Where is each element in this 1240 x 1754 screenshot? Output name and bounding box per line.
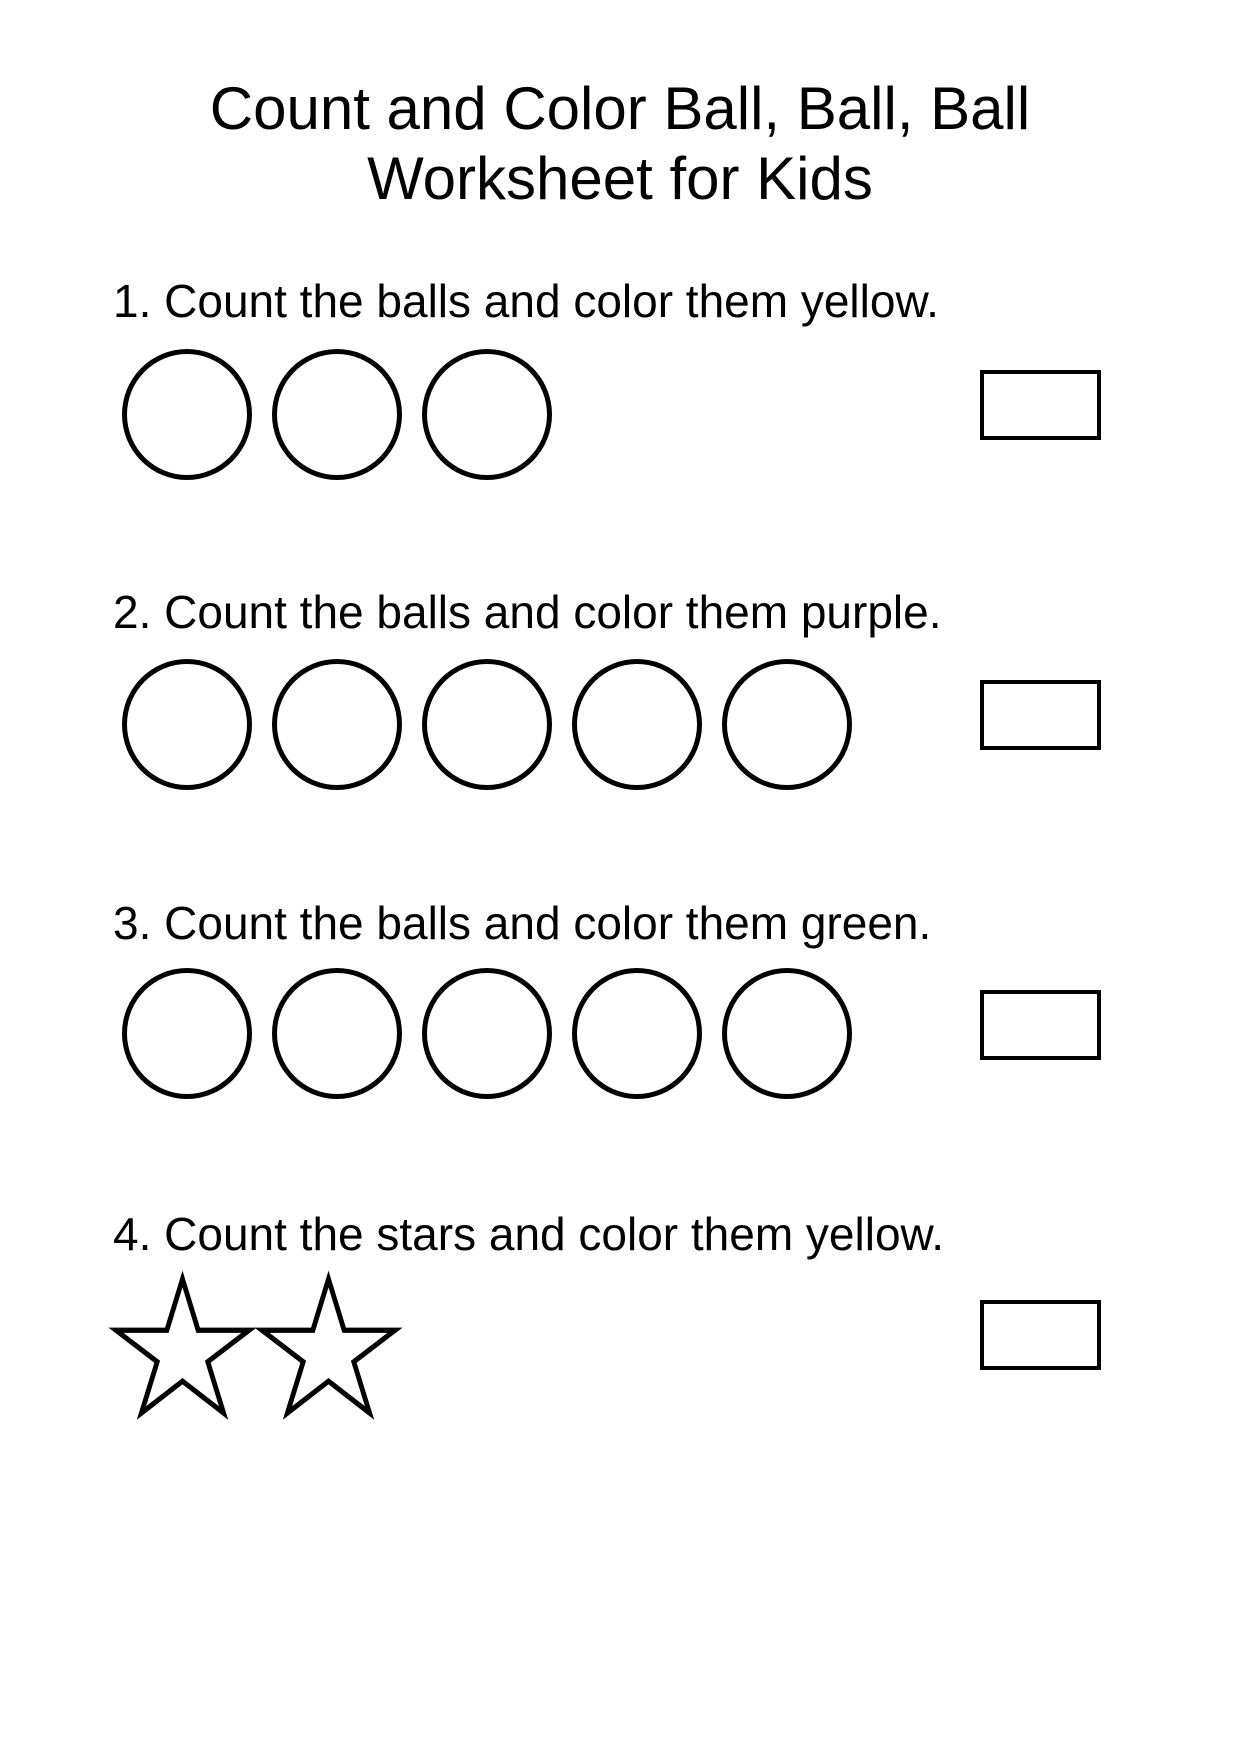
section-4-shape-row bbox=[116, 1279, 395, 1413]
section-2-instruction: 2. Count the balls and color them purple. bbox=[113, 586, 942, 638]
title-line-1: Count and Color Ball, Ball, Ball bbox=[209, 75, 1031, 142]
ball-shape[interactable] bbox=[122, 659, 252, 790]
ball-shape[interactable] bbox=[272, 968, 402, 1099]
section-2-shape-row bbox=[122, 659, 852, 790]
section-1-instruction: 1. Count the balls and color them yellow. bbox=[113, 275, 939, 327]
ball-shape[interactable] bbox=[572, 968, 702, 1099]
ball-shape[interactable] bbox=[422, 659, 552, 790]
section-3-answer-box[interactable] bbox=[980, 990, 1101, 1060]
ball-shape[interactable] bbox=[722, 968, 852, 1099]
ball-shape[interactable] bbox=[422, 349, 552, 480]
title-line-2: Worksheet for Kids bbox=[367, 145, 873, 212]
ball-shape[interactable] bbox=[122, 349, 252, 480]
ball-shape[interactable] bbox=[422, 968, 552, 1099]
section-2-answer-box[interactable] bbox=[980, 680, 1101, 750]
section-4-answer-box[interactable] bbox=[980, 1300, 1101, 1370]
ball-shape[interactable] bbox=[122, 968, 252, 1099]
ball-shape[interactable] bbox=[272, 349, 402, 480]
section-3-instruction: 3. Count the balls and color them green. bbox=[113, 897, 932, 949]
section-3-shape-row bbox=[122, 968, 852, 1099]
ball-shape[interactable] bbox=[272, 659, 402, 790]
ball-shape[interactable] bbox=[572, 659, 702, 790]
section-1-shape-row bbox=[122, 349, 552, 480]
star-shape[interactable] bbox=[262, 1279, 395, 1413]
section-4-instruction: 4. Count the stars and color them yellow. bbox=[113, 1208, 944, 1260]
ball-shape[interactable] bbox=[722, 659, 852, 790]
section-1-answer-box[interactable] bbox=[980, 370, 1101, 440]
worksheet-title bbox=[0, 74, 1240, 214]
star-shape[interactable] bbox=[116, 1279, 249, 1413]
